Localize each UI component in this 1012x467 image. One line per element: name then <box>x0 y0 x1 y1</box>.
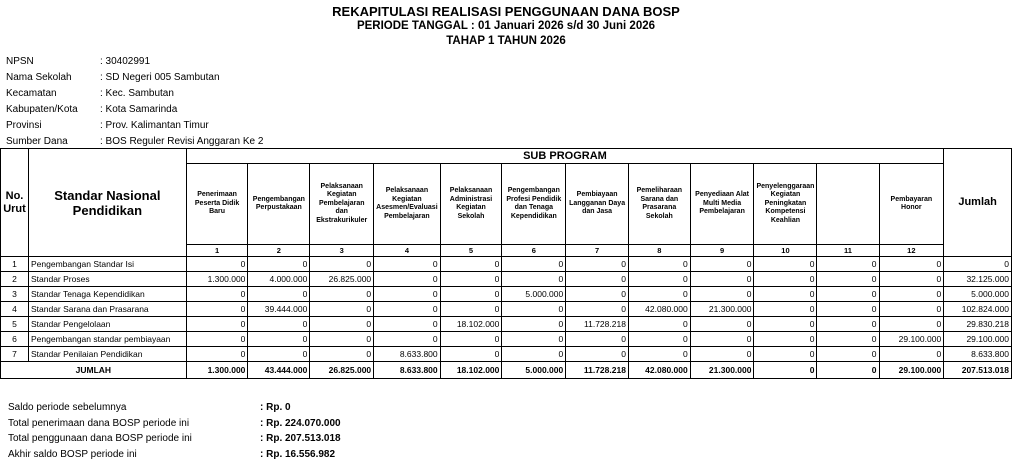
standard-name: Pengembangan standar pembiayaan <box>28 332 186 347</box>
amount-cell: 42.080.000 <box>628 302 690 317</box>
row-total: 0 <box>944 257 1012 272</box>
table-row <box>1 347 1012 362</box>
amount-cell: 0 <box>817 317 879 332</box>
standard-name: Standar Tenaga Kependidikan <box>28 287 186 302</box>
column-total: 0 <box>817 362 879 379</box>
amount-cell: 0 <box>754 287 817 302</box>
amount-cell: 29.100.000 <box>879 332 944 347</box>
amount-cell: 39.444.000 <box>248 302 310 317</box>
info-value: : SD Negeri 005 Sambutan <box>100 72 220 83</box>
table-row <box>1 332 1012 347</box>
amount-cell: 0 <box>186 257 248 272</box>
amount-cell: 0 <box>502 347 566 362</box>
amount-cell: 0 <box>879 272 944 287</box>
sub-program-column-header: Pembayaran Honor <box>879 164 944 245</box>
amount-cell: 0 <box>502 257 566 272</box>
row-total: 102.824.000 <box>944 302 1012 317</box>
standard-name: Standar Penilaian Pendidikan <box>28 347 186 362</box>
row-total: 32.125.000 <box>944 272 1012 287</box>
amount-cell: 0 <box>879 287 944 302</box>
column-header-standard: Standar Nasional Pendidikan <box>28 149 186 257</box>
amount-cell: 0 <box>374 302 440 317</box>
info-row-district <box>6 86 263 102</box>
amount-cell: 5.000.000 <box>502 287 566 302</box>
info-value: : Prov. Kalimantan Timur <box>100 120 209 131</box>
amount-cell: 0 <box>628 257 690 272</box>
amount-cell: 0 <box>374 317 440 332</box>
amount-cell: 0 <box>628 347 690 362</box>
amount-cell: 0 <box>310 347 374 362</box>
amount-cell: 0 <box>879 317 944 332</box>
amount-cell: 0 <box>754 332 817 347</box>
summary-row-previous-balance <box>8 400 341 416</box>
info-row-school-name <box>6 70 263 86</box>
amount-cell: 0 <box>628 272 690 287</box>
column-total: 42.080.000 <box>628 362 690 379</box>
info-label: Kabupaten/Kota <box>6 104 78 115</box>
column-total: 5.000.000 <box>502 362 566 379</box>
amount-cell: 0 <box>754 302 817 317</box>
amount-cell: 0 <box>566 332 629 347</box>
summary-label: Total penggunaan dana BOSP periode ini <box>8 433 192 444</box>
amount-cell: 0 <box>628 317 690 332</box>
fund-summary <box>8 400 341 462</box>
amount-cell: 0 <box>310 257 374 272</box>
amount-cell: 0 <box>628 287 690 302</box>
amount-cell: 0 <box>566 272 629 287</box>
info-value: : BOS Reguler Revisi Anggaran Ke 2 <box>100 136 264 147</box>
amount-cell: 0 <box>440 272 502 287</box>
info-label: Kecamatan <box>6 88 57 99</box>
amount-cell: 0 <box>754 317 817 332</box>
amount-cell: 0 <box>566 287 629 302</box>
column-total: 0 <box>754 362 817 379</box>
amount-cell: 0 <box>374 257 440 272</box>
info-label: Nama Sekolah <box>6 72 72 83</box>
column-number: 7 <box>566 245 629 257</box>
amount-cell: 0 <box>817 272 879 287</box>
amount-cell: 0 <box>310 332 374 347</box>
amount-cell: 0 <box>310 287 374 302</box>
summary-row-ending-balance <box>8 447 341 463</box>
column-total: 26.825.000 <box>310 362 374 379</box>
sub-program-column-header <box>817 164 879 245</box>
info-label: Provinsi <box>6 120 42 131</box>
standard-name: Standar Pengelolaan <box>28 317 186 332</box>
info-row-npsn <box>6 54 263 70</box>
amount-cell: 0 <box>186 347 248 362</box>
column-total: 11.728.218 <box>566 362 629 379</box>
amount-cell: 0 <box>754 257 817 272</box>
summary-label: Total penerimaan dana BOSP periode ini <box>8 417 190 429</box>
amount-cell: 0 <box>879 347 944 362</box>
amount-cell: 0 <box>817 257 879 272</box>
amount-cell: 0 <box>566 302 629 317</box>
amount-cell: 11.728.218 <box>566 317 629 332</box>
amount-cell: 21.300.000 <box>690 302 754 317</box>
amount-cell: 0 <box>248 257 310 272</box>
column-number: 9 <box>690 245 754 257</box>
report-title: REKAPITULASI REALISASI PENGGUNAAN DANA BOSP <box>332 4 680 19</box>
amount-cell: 0 <box>310 317 374 332</box>
sub-program-column-header: Pelaksanaan Administrasi Kegiatan Sekolah <box>440 164 502 245</box>
sub-program-column-header: Pemeliharaan Sarana dan Prasarana Sekolah <box>628 164 690 245</box>
amount-cell: 0 <box>374 287 440 302</box>
sub-program-column-header: Penyelenggaraan Kegiatan Peningkatan Kompetensi Keahlian <box>754 164 817 245</box>
row-number: 3 <box>1 287 29 302</box>
amount-cell: 0 <box>817 332 879 347</box>
info-value: : Kec. Sambutan <box>100 88 174 99</box>
sub-program-column-header: Pembiayaan Langganan Daya dan Jasa <box>566 164 629 245</box>
sub-program-column-header: Pengembangan Perpustakaan <box>248 164 310 245</box>
info-row-province <box>6 118 263 134</box>
table-row <box>1 302 1012 317</box>
column-total: 29.100.000 <box>879 362 944 379</box>
amount-cell: 0 <box>817 302 879 317</box>
column-number: 1 <box>186 245 248 257</box>
amount-cell: 0 <box>248 332 310 347</box>
amount-cell: 0 <box>690 347 754 362</box>
column-number: 11 <box>817 245 879 257</box>
standard-name: Pengembangan Standar Isi <box>28 257 186 272</box>
row-number: 2 <box>1 272 29 287</box>
amount-cell: 0 <box>754 272 817 287</box>
total-row <box>1 362 1012 379</box>
column-number: 10 <box>754 245 817 257</box>
amount-cell: 0 <box>566 257 629 272</box>
amount-cell: 0 <box>817 347 879 362</box>
summary-row-total-used <box>8 431 341 447</box>
sub-program-column-header: Penyediaan Alat Multi Media Pembelajaran <box>690 164 754 245</box>
report-period: PERIODE TANGGAL : 01 Januari 2026 s/d 30 Juni 2026 <box>356 20 656 32</box>
column-number: 4 <box>374 245 440 257</box>
sub-program-column-header: Pengembangan Profesi Pendidik dan Tenaga Kependidikan <box>502 164 566 245</box>
amount-cell: 0 <box>186 317 248 332</box>
report-header <box>0 4 1012 49</box>
table-row <box>1 272 1012 287</box>
row-number: 1 <box>1 257 29 272</box>
amount-cell: 0 <box>186 287 248 302</box>
column-number: 3 <box>310 245 374 257</box>
column-header-no: No. Urut <box>1 149 29 257</box>
column-number: 2 <box>248 245 310 257</box>
info-row-city <box>6 102 263 118</box>
amount-cell: 0 <box>502 302 566 317</box>
standard-name: Standar Sarana dan Prasarana <box>28 302 186 317</box>
column-total: 43.444.000 <box>248 362 310 379</box>
amount-cell: 8.633.800 <box>374 347 440 362</box>
column-total: 1.300.000 <box>186 362 248 379</box>
total-label: JUMLAH <box>1 362 187 379</box>
amount-cell: 0 <box>440 347 502 362</box>
summary-value: : Rp. 16.556.982 <box>260 448 336 460</box>
column-number: 5 <box>440 245 502 257</box>
table-row <box>1 287 1012 302</box>
table-row <box>1 317 1012 332</box>
amount-cell: 0 <box>690 257 754 272</box>
row-total: 29.830.218 <box>944 317 1012 332</box>
column-number: 6 <box>502 245 566 257</box>
column-total: 21.300.000 <box>690 362 754 379</box>
row-number: 7 <box>1 347 29 362</box>
amount-cell: 0 <box>440 302 502 317</box>
amount-cell: 0 <box>754 347 817 362</box>
row-number: 6 <box>1 332 29 347</box>
amount-cell: 0 <box>502 332 566 347</box>
amount-cell: 0 <box>690 317 754 332</box>
amount-cell: 0 <box>374 332 440 347</box>
amount-cell: 0 <box>628 332 690 347</box>
amount-cell: 0 <box>817 287 879 302</box>
amount-cell: 1.300.000 <box>186 272 248 287</box>
amount-cell: 0 <box>248 317 310 332</box>
row-number: 5 <box>1 317 29 332</box>
report-stage: TAHAP 1 TAHUN 2026 <box>446 35 566 47</box>
sub-program-column-header: Penerimaan Peserta Didik Baru <box>186 164 248 245</box>
info-value: : 30402991 <box>100 56 151 67</box>
amount-cell: 0 <box>374 272 440 287</box>
info-label: Sumber Dana <box>6 136 68 147</box>
row-total: 29.100.000 <box>944 332 1012 347</box>
amount-cell: 0 <box>690 332 754 347</box>
amount-cell: 0 <box>502 272 566 287</box>
column-number: 12 <box>879 245 944 257</box>
summary-row-total-received <box>8 416 341 432</box>
grand-total: 207.513.018 <box>944 362 1012 379</box>
info-value: : Kota Samarinda <box>100 104 178 115</box>
row-total: 5.000.000 <box>944 287 1012 302</box>
column-total: 18.102.000 <box>440 362 502 379</box>
amount-cell: 0 <box>186 332 248 347</box>
standard-name: Standar Proses <box>28 272 186 287</box>
summary-label: Saldo periode sebelumnya <box>8 402 127 413</box>
summary-value: : Rp. 207.513.018 <box>260 433 341 444</box>
column-number: 8 <box>628 245 690 257</box>
amount-cell: 0 <box>310 302 374 317</box>
amount-cell: 0 <box>440 332 502 347</box>
amount-cell: 0 <box>502 317 566 332</box>
sub-program-column-header: Pelaksanaan Kegiatan Asesmen/Evaluasi Pembelajaran <box>374 164 440 245</box>
summary-value: : Rp. 224.070.000 <box>260 417 341 429</box>
info-label: NPSN <box>6 56 34 67</box>
amount-cell: 4.000.000 <box>248 272 310 287</box>
amount-cell: 0 <box>248 287 310 302</box>
column-total: 8.633.800 <box>374 362 440 379</box>
amount-cell: 0 <box>879 257 944 272</box>
column-header-total: Jumlah <box>944 149 1012 257</box>
amount-cell: 0 <box>440 257 502 272</box>
amount-cell: 0 <box>440 287 502 302</box>
sub-program-column-header: Pelaksanaan Kegiatan Pembelajaran dan Ekstrakurikuler <box>310 164 374 245</box>
row-total: 8.633.800 <box>944 347 1012 362</box>
school-info <box>6 54 263 150</box>
amount-cell: 0 <box>566 347 629 362</box>
amount-cell: 0 <box>248 347 310 362</box>
sub-program-header: SUB PROGRAM <box>186 149 943 164</box>
amount-cell: 0 <box>690 287 754 302</box>
amount-cell: 26.825.000 <box>310 272 374 287</box>
row-number: 4 <box>1 302 29 317</box>
amount-cell: 0 <box>186 302 248 317</box>
summary-label: Akhir saldo BOSP periode ini <box>8 448 137 460</box>
amount-cell: 0 <box>879 302 944 317</box>
summary-value: : Rp. 0 <box>260 402 291 413</box>
amount-cell: 0 <box>690 272 754 287</box>
table-row <box>1 257 1012 272</box>
amount-cell: 18.102.000 <box>440 317 502 332</box>
recap-table <box>0 148 1012 379</box>
